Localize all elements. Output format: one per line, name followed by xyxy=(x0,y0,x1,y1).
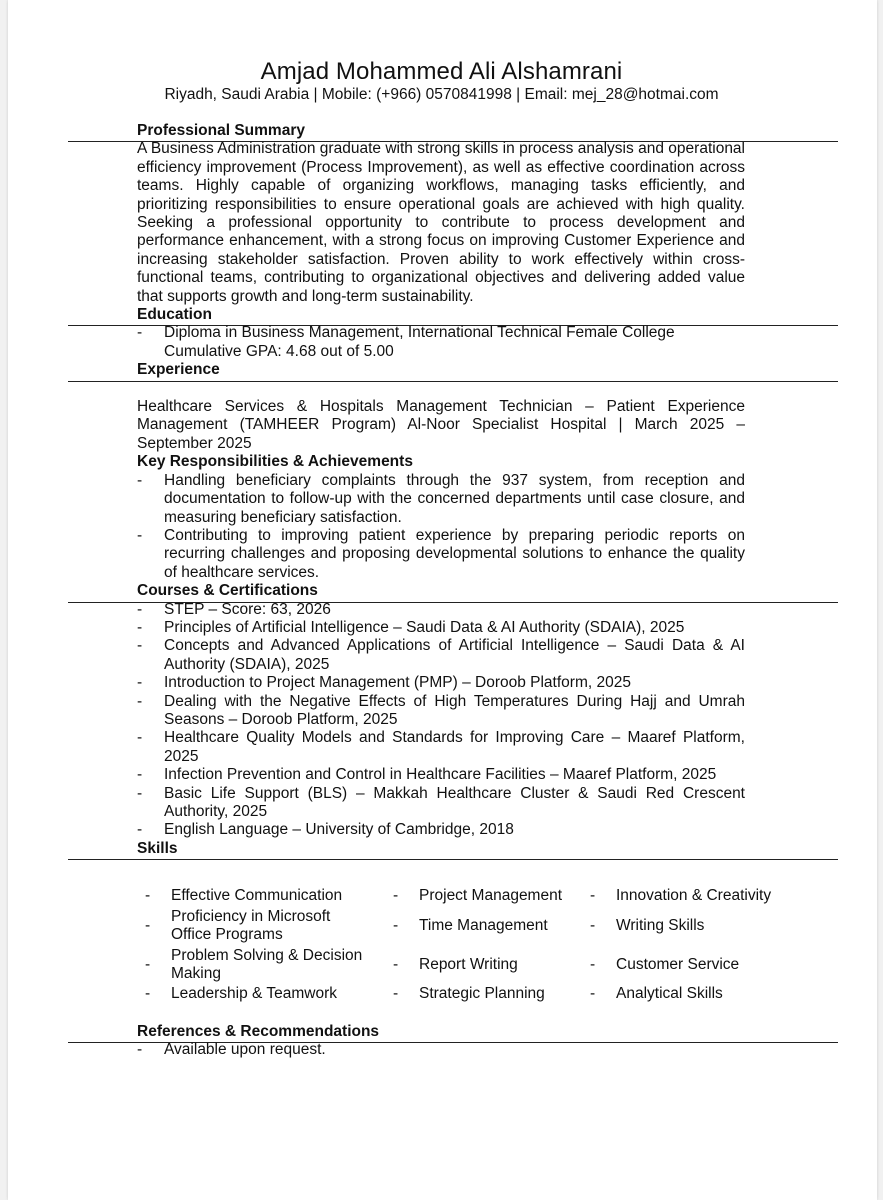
course-text: Principles of Artificial Intelligence – Saudi Data & AI Authority (SDAIA), 2025 xyxy=(164,618,685,636)
section-title-references xyxy=(137,1023,745,1041)
bullet-dash: - xyxy=(137,600,143,618)
education-title-text: Education xyxy=(137,306,212,324)
skill-text: Proficiency in Microsoft Office Programs xyxy=(171,907,331,943)
course-item xyxy=(137,785,745,822)
responsibility-text: Contributing to improving patient experience by preparing periodic reports on recurring challenges and proposing developmental solutions to enhance the quality of healthcare services. xyxy=(164,526,745,581)
skills-row xyxy=(137,945,817,985)
course-text: Introduction to Project Management (PMP) – Doroob Platform, 2025 xyxy=(164,674,631,692)
summary-title-text: Professional Summary xyxy=(137,122,305,139)
section-title-courses xyxy=(137,582,745,600)
spacer xyxy=(137,380,745,398)
education-gpa: Cumulative GPA: 4.68 out of 5.00 xyxy=(164,342,394,360)
skill-item xyxy=(385,985,582,1003)
bullet-dash: - xyxy=(137,692,143,710)
bullet-dash: - xyxy=(393,984,399,1002)
candidate-name: Amjad Mohammed Ali Alshamrani xyxy=(260,58,623,85)
skill-item xyxy=(582,956,817,974)
bullet-dash: - xyxy=(137,821,143,839)
section-title-experience xyxy=(137,361,745,379)
experience-title-text: Experience xyxy=(137,361,220,379)
bullet-dash: - xyxy=(145,955,151,973)
course-text: Healthcare Quality Models and Standards for Improving Care – Maaref Platform, 2025 xyxy=(164,729,745,765)
bullet-dash: - xyxy=(590,916,596,934)
bullet-dash: - xyxy=(590,984,596,1002)
courses-title-text: Courses & Certifications xyxy=(137,582,318,600)
section-title-skills xyxy=(137,840,745,858)
course-item xyxy=(137,766,745,784)
course-item xyxy=(137,674,745,692)
course-text: Infection Prevention and Control in Healthcare Facilities – Maaref Platform, 2025 xyxy=(164,766,717,784)
skill-item xyxy=(582,887,817,905)
skills-row xyxy=(137,885,817,907)
skill-text: Time Management xyxy=(419,916,548,934)
skill-item xyxy=(582,985,817,1003)
skill-text: Strategic Planning xyxy=(419,984,545,1002)
bullet-dash: - xyxy=(137,784,143,802)
bullet-dash: - xyxy=(137,526,143,544)
contact-line: Riyadh, Saudi Arabia | Mobile: (+966) 0570841998 | Email: mej_28@hotmai.com xyxy=(164,86,719,103)
skill-text: Customer Service xyxy=(616,955,740,973)
reference-item xyxy=(137,1041,745,1059)
course-text: Dealing with the Negative Effects of High Temperatures During Hajj and Umrah Seasons – Doroob Platform, 2025 xyxy=(164,692,745,728)
course-text: STEP – Score: 63, 2026 xyxy=(164,600,331,618)
section-divider xyxy=(68,381,838,382)
bullet-dash: - xyxy=(137,729,143,747)
course-item xyxy=(137,693,745,730)
skill-item xyxy=(385,887,582,905)
skill-text: Leadership & Teamwork xyxy=(171,984,337,1002)
education-item xyxy=(137,324,745,361)
bullet-dash: - xyxy=(137,766,143,784)
section-divider xyxy=(68,141,838,142)
skill-text: Project Management xyxy=(419,886,563,904)
bullet-dash: - xyxy=(137,674,143,692)
skill-item xyxy=(582,917,817,935)
skill-text: Report Writing xyxy=(419,955,518,973)
bullet-dash: - xyxy=(393,955,399,973)
skill-text: Innovation & Creativity xyxy=(616,886,772,904)
course-item xyxy=(137,601,745,619)
responsibility-text: Handling beneficiary complaints through the 937 system, from reception and documentation to follow-up with the concerned departments until case closure, and measuring beneficiary satisfaction. xyxy=(164,471,745,526)
reference-text: Available upon request. xyxy=(164,1041,326,1059)
references-section xyxy=(137,1023,745,1060)
skill-text: Effective Communication xyxy=(171,886,343,904)
resume-body xyxy=(137,122,745,858)
bullet-dash: - xyxy=(145,984,151,1002)
bullet-dash: - xyxy=(137,1041,143,1059)
bullet-dash: - xyxy=(137,618,143,636)
section-title-summary xyxy=(137,122,745,140)
skill-item xyxy=(385,917,582,935)
course-text: English Language – University of Cambridge, 2018 xyxy=(164,821,514,839)
skill-text: Problem Solving & Decision Making xyxy=(171,946,363,982)
skill-item xyxy=(385,956,582,974)
bullet-dash: - xyxy=(137,324,143,342)
education-degree: Diploma in Business Management, International Technical Female College xyxy=(164,324,675,342)
course-item xyxy=(137,637,745,674)
bullet-dash: - xyxy=(590,886,596,904)
responsibilities-title: Key Responsibilities & Achievements xyxy=(137,453,413,471)
responsibility-item xyxy=(137,527,745,582)
bullet-dash: - xyxy=(393,916,399,934)
skill-item xyxy=(137,985,385,1003)
skills-title-text: Skills xyxy=(137,839,178,857)
section-divider xyxy=(68,859,838,860)
summary-text: A Business Administration graduate with strong skills in process analysis and operational efficiency improvement (Process Improvement), as well as effective coordination across teams. Highly capable of organizing workflows, managing tasks efficiently, and prioritizing responsibilities to ensure operational goals are achieved with high quality. Seeking a professional opportunity to contribute to process development and performance enhancement, with a strong focus on improving Customer Experience and increasing stakeholder satisfaction. Proven ability to work effectively within cross-functional teams, contributing to organizational objectives and delivering added value that supports growth and long-term sustainability. xyxy=(137,140,745,305)
bullet-dash: - xyxy=(145,886,151,904)
responsibility-item xyxy=(137,472,745,527)
references-title-text: References & Recommendations xyxy=(137,1023,380,1040)
skill-item xyxy=(137,947,385,984)
skill-item xyxy=(137,887,385,905)
bullet-dash: - xyxy=(590,955,596,973)
course-text: Concepts and Advanced Applications of Artificial Intelligence – Saudi Data & AI Authority (SDAIA), 2025 xyxy=(164,637,745,673)
experience-role: Healthcare Services & Hospitals Management Technician – Patient Experience Management (TAMHEER Program) Al-Noor Specialist Hospital | March 2025 – September 2025 xyxy=(137,398,745,452)
bullet-dash: - xyxy=(145,916,151,934)
skill-text: Writing Skills xyxy=(616,916,705,934)
section-title-education xyxy=(137,306,745,324)
skills-row xyxy=(137,907,817,945)
course-text: Basic Life Support (BLS) – Makkah Healthcare Cluster & Saudi Red Crescent Authority, 2025 xyxy=(164,784,745,821)
skill-text: Analytical Skills xyxy=(616,984,723,1002)
skill-item xyxy=(137,908,385,945)
bullet-dash: - xyxy=(137,637,143,655)
skills-row xyxy=(137,985,817,1003)
skills-grid xyxy=(137,885,817,1003)
course-item xyxy=(137,729,745,766)
bullet-dash: - xyxy=(393,886,399,904)
course-item xyxy=(137,619,745,637)
course-item xyxy=(137,821,745,839)
bullet-dash: - xyxy=(137,471,143,489)
